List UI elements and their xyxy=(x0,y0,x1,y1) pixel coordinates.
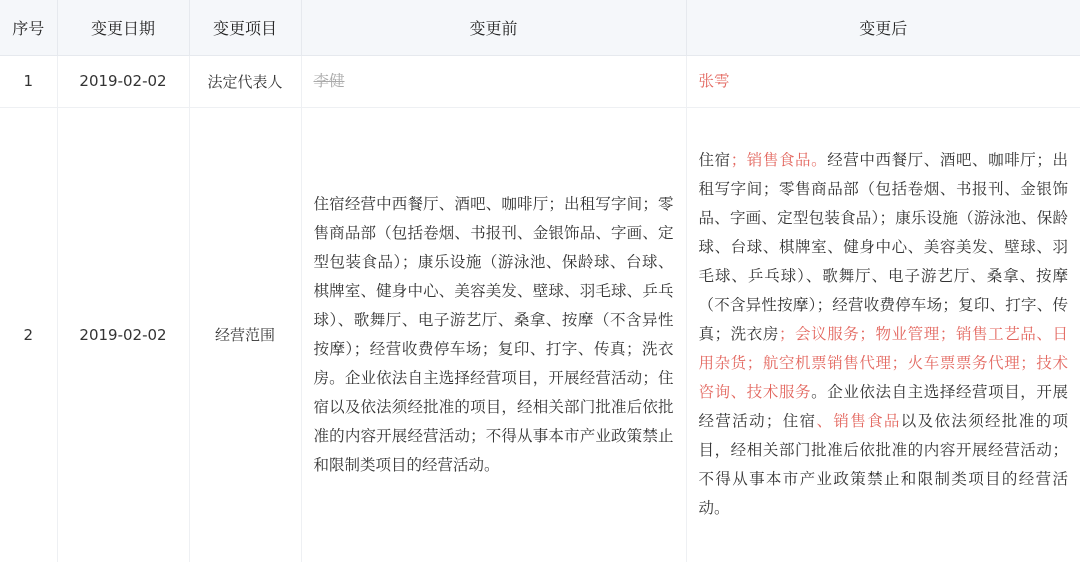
added-text-segment: ；销售食品。 xyxy=(730,151,828,170)
unchanged-text-segment: 经营中西餐厅、酒吧、咖啡厅；出租写字间；零售商品部（包括卷烟、书报刊、金银饰品、字画、定型包装食品）；康乐设施（游泳池、保龄球、台球、棋牌室、健身中心、美容美发、壁球、羽毛球、乒乓球）、歌舞厅、电子游艺厅、桑拿、按摩（不含异性按摩）；经营收费停车场；复印、打字、传真；洗衣房 xyxy=(698,151,1068,344)
cell-date: 2019-02-02 xyxy=(57,55,189,107)
cell-after xyxy=(686,107,1080,562)
cell-date: 2019-02-02 xyxy=(57,107,189,562)
cell-item: 法定代表人 xyxy=(189,55,301,107)
added-text-segment: ；会议服务；物业管理；销售工艺品、日用杂货；航空机票销售代理；火车票票务代理；技术咨询、技术服务 xyxy=(698,325,1068,402)
header-seq: 序号 xyxy=(0,0,57,55)
after-scope-text xyxy=(699,146,1069,523)
unchanged-text-segment: 。企业依法自主选择经营项目，开展经营活动；住宿 xyxy=(698,383,1068,431)
header-date: 变更日期 xyxy=(57,0,189,55)
table-row xyxy=(0,55,1080,107)
cell-seq: 2 xyxy=(0,107,57,562)
header-item: 变更项目 xyxy=(189,0,301,55)
cell-after xyxy=(686,55,1080,107)
added-text-segment: 、销售食品 xyxy=(816,412,901,431)
header-before: 变更前 xyxy=(301,0,686,55)
cell-before xyxy=(301,55,686,107)
before-scope-text: 住宿经营中西餐厅、酒吧、咖啡厅；出租写字间；零售商品部（包括卷烟、书报刊、金银饰品、字画、定型包装食品）；康乐设施（游泳池、保龄球、台球、棋牌室、健身中心、美容美发、壁球、羽毛球、乒乓球）、歌舞厅、电子游艺厅、桑拿、按摩（不含异性按摩）；经营收费停车场；复印、打字、传真；洗衣房。企业依法自主选择经营项目，开展经营活动；住宿以及依法须经批准的项目，经相关部门批准后依批准的内容开展经营活动；不得从事本市产业政策禁止和限制类项目的经营活动。 xyxy=(313,194,674,474)
table-header-row xyxy=(0,0,1080,55)
cell-item: 经营范围 xyxy=(189,107,301,562)
cell-seq: 1 xyxy=(0,55,57,107)
unchanged-text-segment: 住宿 xyxy=(698,151,731,170)
cell-before xyxy=(301,107,686,562)
header-after: 变更后 xyxy=(686,0,1080,55)
table-row xyxy=(0,107,1080,562)
before-value: 李健 xyxy=(313,71,345,90)
after-value: 张雩 xyxy=(698,71,730,90)
unchanged-text-segment: 以及依法须经批准的项目，经相关部门批准后依批准的内容开展经营活动；不得从事本市产业政策禁止和限制类项目的经营活动。 xyxy=(698,412,1068,518)
